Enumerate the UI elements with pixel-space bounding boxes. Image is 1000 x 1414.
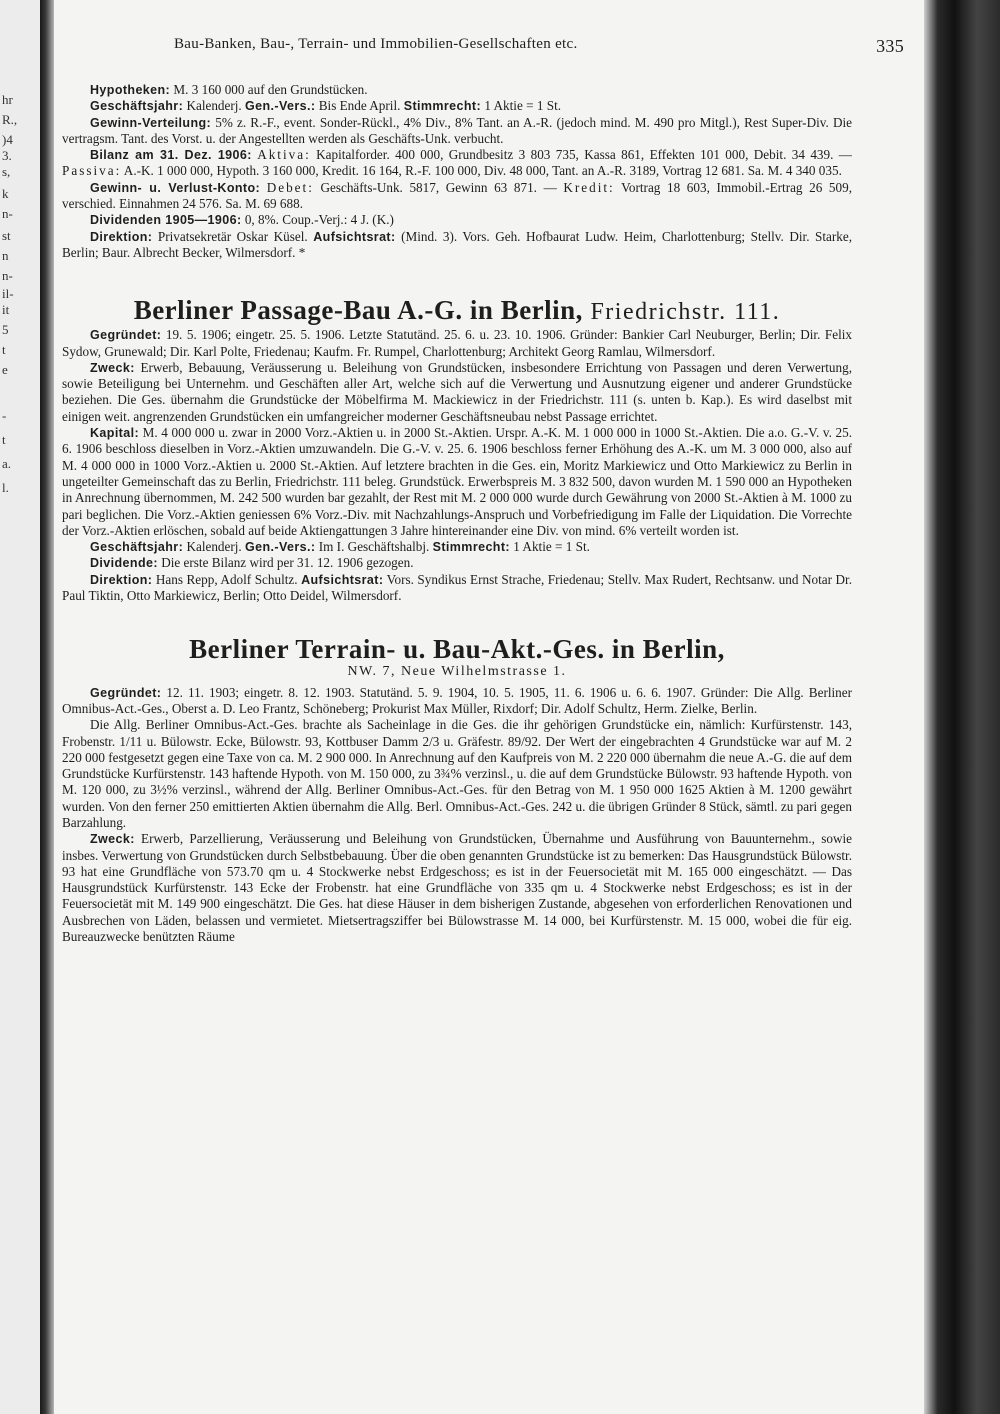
text: Erwerb, Bebauung, Veräusserung u. Beleihung von Grundstücken, insbesondere Errichtung von Passagen und deren Verwertung, sowie Beteiligung bei Unternehm. und Geschäften aller Art, welche sich auf die Verwertung und Ausnutzung eigener und anderer Grundstücke beziehen. Die Ges. übernahm die Grundstücke der Möbelfirma M. Mackiewicz in der Friedrichstr. 111 (s. unten b. Kap.). Es wird daselbst mit einigen weit. angrenzenden Grundstücken ein umfangreicher moderner Geschäftsneubau nebst Passage errichtet. — [62, 359, 852, 424]
margin-fragment: a. — [2, 456, 12, 471]
text: 1 Aktie = 1 St. — [509, 539, 590, 555]
text: 1 Aktie = 1 St. — [481, 98, 562, 114]
margin-fragment: R., — [2, 112, 18, 127]
paragraph-zweck — [62, 360, 852, 425]
scan-edge — [924, 0, 1000, 1414]
label: Debet: — [266, 179, 314, 195]
adjacent-page-strip — [0, 0, 40, 1414]
page-content — [62, 82, 852, 945]
margin-fragment: it — [2, 302, 10, 317]
label: Geschäftsjahr: — [90, 99, 184, 114]
margin-fragment: t — [2, 432, 6, 447]
label: Aktiva: — [257, 147, 311, 163]
margin-fragment: l. — [2, 480, 9, 495]
label: Gewinn- u. Verlust-Konto: — [90, 180, 261, 195]
label: Kredit: — [563, 179, 615, 195]
text: 12. 11. 1903; eingetr. 8. 12. 1903. Statutänd. 5. 9. 1904, 10. 5. 1905, 11. 6. 1906 u. 6. 6. 1907. Gründer: Die Allg. Berliner Omnibus-Act.-Ges., Oberst a. D. Leo Frantz, Schöneberg; Prokurist Max Müller, Rixdorf; Dir. Adolf Schultz, Herm. Zielke, Berlin. — [62, 684, 852, 716]
section-previous-company — [62, 82, 852, 261]
page-number: 335 — [876, 36, 904, 56]
paragraph-kapital — [62, 425, 852, 539]
text: Vortrag 18 603, Immobil.-Ertrag 26 509, verschied. Einnahmen 24 576. Sa. M. 69 688. — [62, 179, 853, 212]
margin-fragment: e — [2, 362, 8, 377]
margin-fragment: 3. — [2, 148, 12, 163]
label: Dividenden 1905—1906: — [90, 213, 242, 228]
margin-fragment: s, — [2, 164, 11, 179]
margin-fragment: - — [2, 408, 7, 423]
label: Dividende: — [90, 556, 158, 571]
text: Vors. Syndikus Ernst Strache, Friedenau; Stellv. Max Rudert, Rechtsanw. und Notar Dr. Paul Tiktin, Otto Markiewicz, Berlin; Otto Deidel, Wilmersdorf. — [62, 571, 852, 604]
paragraph-gegruendet — [62, 685, 852, 718]
text: Erwerb, Parzellierung, Veräusserung und Beleihung von Grundstücken, Übernahme und Ausführung von Bauunternehm., sowie insbes. Verwertung von Grundstücken durch Selbstbebauung. Über die oben genannten Grundstücke ist zu bemerken: Das Hausgrundstück Bülowstr. 93 hat eine Grundfläche von 573.70 qm u. 4 Stockwerke nebst Erdgeschoss; es ist in der Feuersocietät mit M. 165 000 eingeschätzt. — Das Hausgrundstück Kurfürstenstr. 143 Ecke der Frobenstr. hat eine Grundfläche von 335 qm u. 4 Stockwerke nebst Erdgeschoss; es ist in der Feuersocietät mit M. 149 900 eingeschätzt. Die Ges. hat diese Häuser in dem bisherigen Zustande, abgesehen von erforderlichen Renovationen und Ausbrechen von Läden, belassen und vermietet. Mietsertragsziffer bei Bülowstrasse M. 14 000, bei Kurfürstenstr. M. 15 000, wobei die für eig. Bureauzwecke benützten Räume — [62, 831, 852, 945]
running-header — [174, 36, 904, 56]
paragraph-gewinn-verteilung — [62, 115, 852, 148]
paragraph-geschaeftsjahr — [62, 98, 852, 114]
text: Die erste Bilanz wird per 31. 12. 1906 gezogen. — [157, 555, 414, 571]
text: M. 3 160 000 auf den Grundstücken. — [170, 82, 368, 97]
margin-fragment: st — [2, 228, 11, 243]
label: Gen.-Vers.: — [245, 99, 316, 114]
label: Passiva: — [62, 163, 122, 179]
paragraph-sacheinlage: Die Allg. Berliner Omnibus-Act.-Ges. brachte als Sacheinlage in die Ges. die ihr gehörigen Grundstücke ein, nämlich: Kurfürstenstr. 143, Frobenstr. 1/11 u. Bülowstr. Ecke, Bülowstr. 93, Kottbuser Damm 2/3 u. Gräfestr. 89/92. Der Wert der eingebrachten 4 Grundstücke war auf M. 2 220 000 festgesetzt gegen eine Taxe von ca. M. 2 900 000. In Anrechnung auf den Kaufpreis von M. 2 220 000 übernahm die neue A.-G. die auf dem Grundstücke Kurfürstenstr. 143 haftende Hypoth. von M. 150 000, zu 3¾% verzinsl., u. die auf dem Grundstücke Bülowstr. 93 haftende Hypoth. von M. 120 000, zu 3½% verzinsl., während der Allg. Berliner Omnibus-Act.-Ges. für den Betrag von M. 1 950 000 1625 Aktien à M. 1200 gewährt wurden. Von den ferner 250 emittierten Aktien übernahm die Allg. Berl. Omnibus-Act.-Ges. 242 u. die übrigen Gründer 8 Stück, sämtl. zu pari gegen Barzahlung. — [62, 717, 852, 830]
text: 5% z. R.-F., event. Sonder-Rückl., 4% Div., 8% Tant. an A.-R. (jedoch mind. M. 490 pro Mitgl.), Rest Super-Div. Die vertragsm. Tant. des Vorst. u. der Angestellten werden als Geschäfts-Unk. verbucht. — [62, 114, 852, 146]
paragraph-gegruendet — [62, 327, 852, 360]
label: Geschäftsjahr: — [90, 540, 184, 555]
margin-fragment: )4 — [2, 132, 13, 147]
text: M. 4 000 000 u. zwar in 2000 Vorz.-Aktien u. in 2000 St.-Aktien. Urspr. A.-K. M. 1 000 000 in 1000 St.-Aktien. Die a.o. G.-V. v. 25. 6. 1906 beschloss dieselben in Vorz.-Aktien umzuwandeln. Die G.-V. v. 25. 6. 1906 beschloss ferner Erhöhung des A.-K. um M. 3 000 000, also auf M. 4 000 000 in 1000 Vorz.-Aktien u. 2000 St.-Aktien. Auf letztere brachten in die Ges. ein, Moritz Markiewicz und Otto Markiewicz zu Berlin in ungeteilter Gemeinschaft das zu Berlin, Friedrichstr. 111 beleg. Grundstück. Erwerbspreis M. 3 832 500, davon wurden M. 1 590 000 an Hypotheken in Anrechnung übernommen, M. 242 500 wurden bar gezahlt, der Rest mit M. 2 000 000 wurde durch Gewährung von 2000 St.-Aktien à M. 1000 zu pari beglichen. Die Vorz.-Aktien geniessen 6% Vorz.-Div. mit Nachzahlungs-Anspruch und Vorbefriedigung im Falle der Liquidation. Die Vorrechte der Vorz.-Aktien erlöschen, sobald auf beide Aktiengattungen 3 Jahre hintereinander eine Div. von mind. 6% verteilt worden ist. — [62, 425, 852, 538]
paragraph-hypotheken — [62, 82, 852, 98]
label: Direktion: — [90, 572, 153, 587]
text: Hans Repp, Adolf Schultz. — [152, 571, 302, 587]
label: Zweck: — [90, 360, 135, 375]
company-address: Friedrichstr. 111. — [582, 299, 781, 326]
paragraph-geschaeftsjahr — [62, 539, 852, 555]
text: 0, 8%. Coup.-Verj.: 4 J. (K.) — [241, 212, 394, 228]
running-title: Bau-Banken, Bau-, Terrain- und Immobilien-Gesellschaften etc. — [174, 36, 578, 52]
company-name: Berliner Passage-Bau A.-G. in Berlin, — [133, 295, 583, 326]
text: (Mind. 3). Vors. Geh. Hofbaurat Ludw. Heim, Charlottenburg; Stellv. Dir. Starke, Berlin; Baur. Albrecht Becker, Wilmersdorf. * — [62, 228, 853, 260]
paragraph-dividenden — [62, 212, 852, 228]
label: Gegründet: — [90, 685, 162, 700]
company-heading — [62, 295, 852, 327]
label: Gegründet: — [90, 328, 162, 343]
text: A.-K. 1 000 000, Hypoth. 3 160 000, Kredit. 16 164, R.-F. 100 000, Div. 48 000, Tant. an A.-R. 3189, Vortrag 12 681. Sa. M. 4 340 035. — [121, 163, 842, 179]
margin-fragment: n- — [2, 268, 13, 283]
text: Kapitalforder. 400 000, Grundbesitz 3 803 735, Kassa 861, Effekten 101 000, Debit. 34 439. — — [310, 147, 852, 163]
company-heading: Berliner Terrain- u. Bau-Akt.-Ges. in Berlin, — [189, 634, 725, 665]
label: Direktion: — [90, 229, 153, 244]
text: Kalenderj. — [183, 98, 246, 114]
paragraph-direktion — [62, 572, 852, 605]
text: Im I. Geschäftshalbj. — [315, 539, 433, 555]
margin-fragment: il- — [2, 286, 14, 301]
label: Zweck: — [90, 832, 135, 847]
section-berliner-terrain-bau — [62, 634, 852, 945]
label: Kapital: — [90, 426, 140, 441]
label: Stimmrecht: — [403, 99, 482, 114]
paragraph-zweck — [62, 831, 852, 945]
text: Bis Ende April. — [315, 98, 404, 114]
label: Stimmrecht: — [432, 540, 510, 555]
text: Geschäfts-Unk. 5817, Gewinn 63 871. — — [313, 179, 564, 195]
margin-fragment: n — [2, 248, 9, 263]
label: Bilanz am 31. Dez. 1906: — [90, 148, 252, 163]
label: Aufsichtsrat: — [301, 572, 384, 587]
margin-fragment: t — [2, 342, 6, 357]
margin-fragment: hr — [2, 92, 13, 107]
paragraph-bilanz — [62, 147, 852, 180]
label: Aufsichtsrat: — [313, 229, 396, 244]
margin-fragment: k — [2, 186, 9, 201]
book-gutter — [40, 0, 54, 1414]
text: Privatsekretär Oskar Küsel. — [152, 228, 314, 244]
text: Kalenderj. — [183, 539, 246, 555]
paragraph-dividende — [62, 555, 852, 571]
document-page — [54, 0, 924, 1414]
paragraph-gewinn-verlust — [62, 180, 852, 213]
label: Gewinn-Verteilung: — [90, 115, 212, 130]
label: Gen.-Vers.: — [245, 540, 316, 555]
section-berliner-passage-bau — [62, 295, 852, 604]
company-address: NW. 7, Neue Wilhelmstrasse 1. — [347, 664, 567, 680]
text: 19. 5. 1906; eingetr. 25. 5. 1906. Letzte Statutänd. 25. 6. u. 23. 10. 1906. Gründer: Bankier Carl Neuburger, Berlin; Dir. Felix Sydow, Grunewald; Dir. Karl Polte, Friedenau; Kaufm. Fr. Rumpel, Charlottenburg; Architekt Georg Ramlau, Wilmersdorf. — [62, 327, 852, 359]
margin-fragment: 5 — [2, 322, 9, 337]
label: Hypotheken: — [90, 83, 171, 97]
paragraph-direktion — [62, 229, 852, 262]
margin-fragment: n- — [2, 206, 13, 221]
